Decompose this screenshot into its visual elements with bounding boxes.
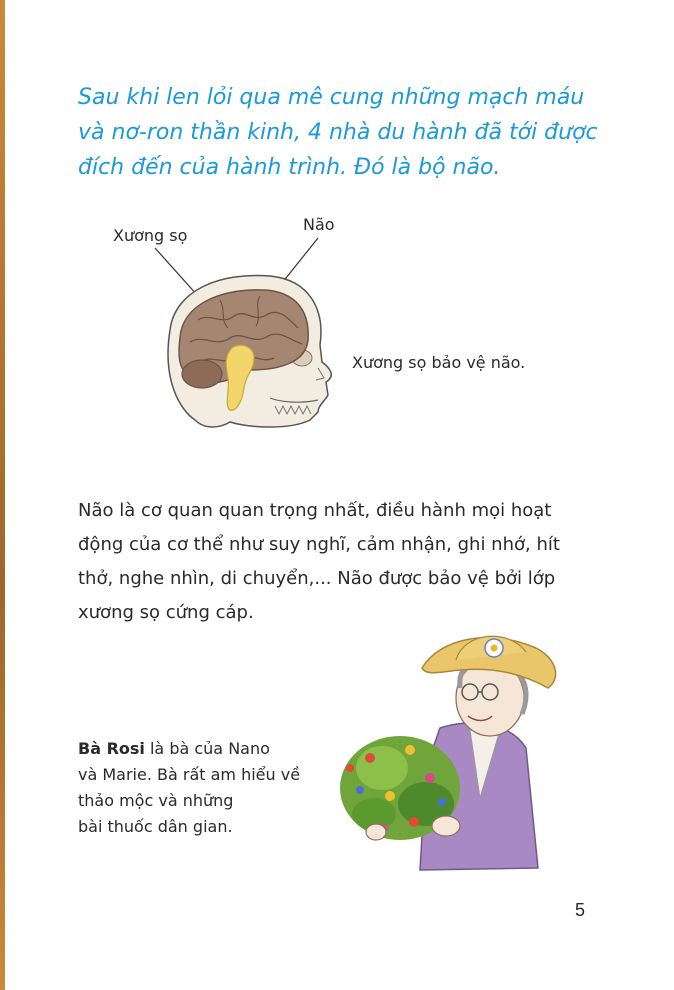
paragraph-line: xương sọ cứng cáp. [78, 602, 254, 623]
character-name: Bà Rosi [78, 739, 145, 758]
intro-line: và nơ-ron thần kinh, 4 nhà du hành đã tới được [78, 120, 598, 145]
label-skull: Xương sọ [113, 226, 188, 245]
diagram-caption: Xương sọ bảo vệ não. [352, 353, 526, 372]
skull-brain-illustration [150, 270, 340, 435]
hat-flower-icon [485, 639, 503, 657]
main-paragraph [78, 494, 626, 630]
character-line-rest: là bà của Nano [144, 739, 270, 758]
grandma-rosi-illustration [330, 618, 570, 876]
character-description [78, 736, 328, 840]
character-line: và Marie. Bà rất am hiểu về [78, 765, 301, 784]
character-line: bài thuốc dân gian. [78, 817, 233, 836]
paragraph-line: động của cơ thể như suy nghĩ, cảm nhận, ghi nhớ, hít [78, 534, 560, 555]
character-line [78, 736, 328, 762]
character-line: thảo mộc và những [78, 791, 234, 810]
paragraph-line: Não là cơ quan quan trọng nhất, điều hành mọi hoạt [78, 500, 552, 521]
intro-line: đích đến của hành trình. Đó là bộ não. [78, 155, 501, 180]
paragraph-line: thở, nghe nhìn, di chuyển,... Não được bảo vệ bởi lớp [78, 568, 556, 589]
intro-line: Sau khi len lỏi qua mê cung những mạch máu [78, 85, 585, 110]
label-brain: Não [303, 215, 335, 234]
page-number: 5 [575, 900, 586, 920]
